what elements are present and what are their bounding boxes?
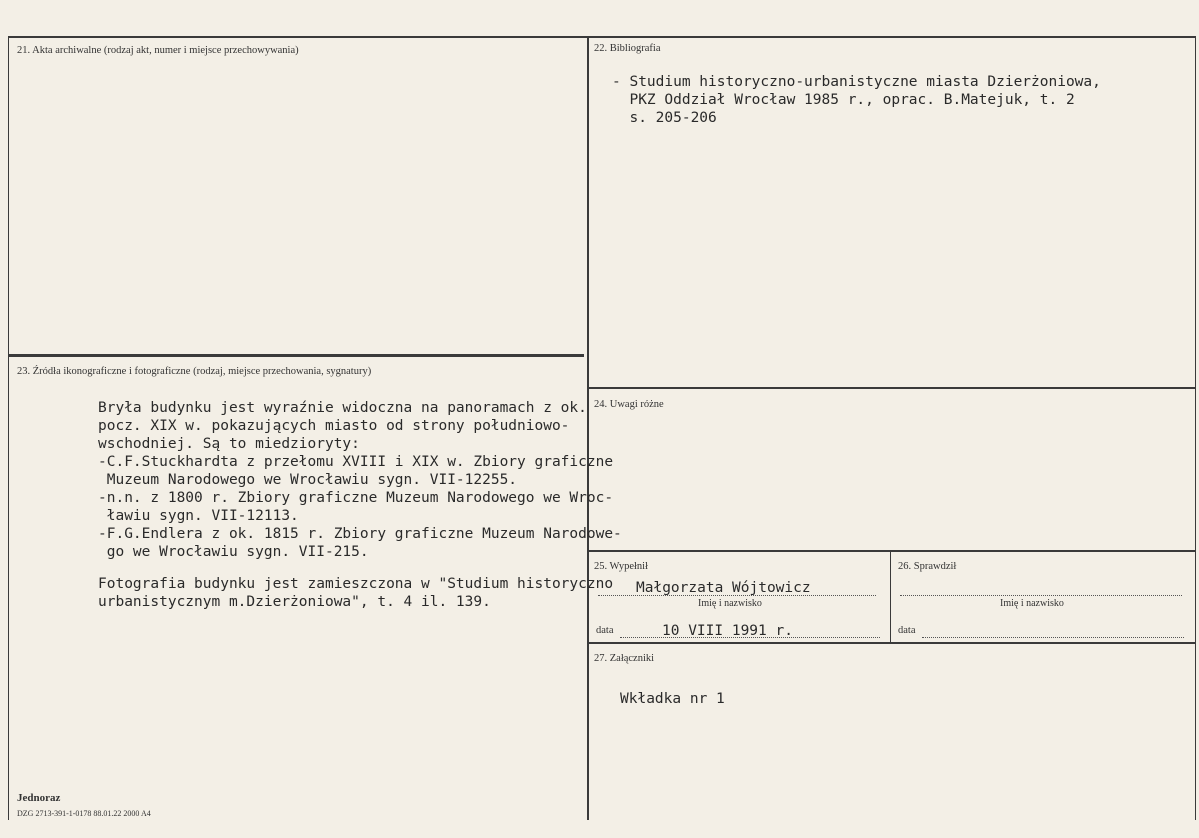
top-border	[8, 36, 1196, 38]
divider-24-25	[589, 550, 1195, 552]
filled-by-date-line	[620, 637, 880, 638]
sources-line-9: go we Wrocławiu sygn. VII-215.	[98, 544, 369, 560]
sources-line-3: wschodniej. Są to miedzioryty:	[98, 436, 360, 452]
bibliography-line-2: PKZ Oddział Wrocław 1985 r., oprac. B.Matejuk, t. 2	[612, 92, 1075, 108]
sources-line-8: -F.G.Endlera z ok. 1815 r. Zbiory graficzne Muzeum Narodowe-	[98, 526, 622, 542]
checked-by-name-caption: Imię i nazwisko	[1000, 598, 1064, 609]
sources-line-1: Bryła budynku jest wyraźnie widoczna na panoramach z ok.	[98, 400, 587, 416]
divider-21-23	[9, 354, 584, 357]
filled-by-name-line	[598, 595, 876, 596]
section-21-label: 21. Akta archiwalne (rodzaj akt, numer i miejsce przechowywania)	[17, 45, 299, 56]
sources-line-6: -n.n. z 1800 r. Zbiory graficzne Muzeum Narodowego we Wroc-	[98, 490, 614, 506]
section-27-label: 27. Załączniki	[594, 653, 655, 664]
section-24-label: 24. Uwagi różne	[594, 399, 664, 410]
right-border	[1195, 36, 1196, 820]
section-22-label: 22. Bibliografia	[594, 43, 661, 54]
filled-by-name: Małgorzata Wójtowicz	[636, 580, 811, 596]
checked-by-date-label: data	[898, 625, 916, 636]
bibliography-line-1: - Studium historyczno-urbanistyczne miasta Dzierżoniowa,	[612, 74, 1101, 90]
sources-line-11: Fotografia budynku jest zamieszczona w "Studium historyczno	[98, 576, 614, 592]
section-25-label: 25. Wypełnił	[594, 561, 649, 572]
footer-line-1: Jednoraz	[17, 792, 61, 804]
divider-25-26	[890, 552, 891, 642]
checked-by-name-line	[900, 595, 1182, 596]
sources-line-4: -C.F.Stuckhardta z przełomu XVIII i XIX w. Zbiory graficzne	[98, 454, 614, 470]
divider-22-24	[589, 387, 1195, 389]
attachments-text: Wkładka nr 1	[620, 691, 725, 707]
footer-line-2: DZG 2713-391-1-0178 88.01.22 2000 A4	[17, 809, 151, 818]
bibliography-line-3: s. 205-206	[612, 110, 717, 126]
filled-by-date-label: data	[596, 625, 614, 636]
sources-line-12: urbanistycznym m.Dzierżoniowa", t. 4 il. 139.	[98, 594, 491, 610]
sources-line-2: pocz. XIX w. pokazujących miasto od strony południowo-	[98, 418, 570, 434]
filled-by-name-caption: Imię i nazwisko	[698, 598, 762, 609]
section-26-label: 26. Sprawdził	[898, 561, 957, 572]
sources-line-7: ławiu sygn. VII-12113.	[98, 508, 299, 524]
checked-by-date-line	[922, 637, 1184, 638]
center-divider	[587, 37, 589, 820]
filled-by-date: 10 VIII 1991 r.	[662, 623, 793, 639]
left-border	[8, 36, 9, 820]
divider-25-27	[589, 642, 1195, 644]
sources-line-5: Muzeum Narodowego we Wrocławiu sygn. VII-12255.	[98, 472, 518, 488]
section-23-label: 23. Źródła ikonograficzne i fotograficzne (rodzaj, miejsce przechowania, sygnatury)	[17, 366, 372, 377]
